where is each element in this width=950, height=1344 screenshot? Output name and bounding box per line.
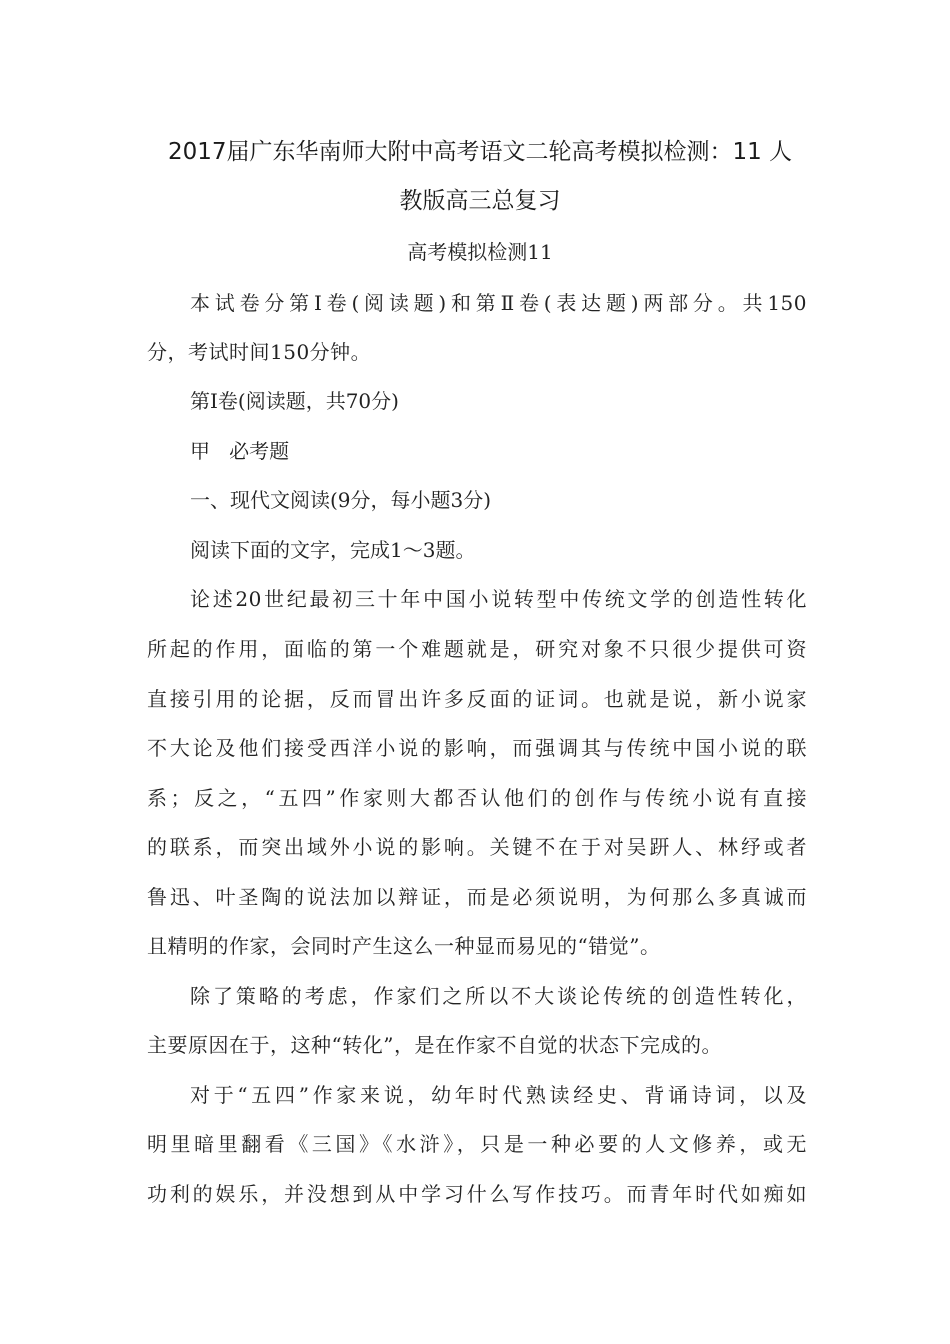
paragraph-line: 除了策略的考虑，作家们之所以不大谈论传统的创造性转化， xyxy=(190,984,807,1008)
paragraph-line: 功利的娱乐，并没想到从中学习什么写作技巧。而青年时代如痴如 xyxy=(147,1182,807,1206)
document-subtitle: 高考模拟检测11 xyxy=(407,240,553,264)
paragraph-line: 论述20世纪最初三十年中国小说转型中传统文学的创造性转化 xyxy=(190,587,807,611)
paragraph-line: 的联系，而突出域外小说的影响。关键不在于对吴趼人、林纾或者 xyxy=(147,835,807,859)
paragraph-line: 分，考试时间150分钟。 xyxy=(147,340,372,364)
paragraph-line: 且精明的作家，会同时产生这么一种显而易见的“错觉”。 xyxy=(147,934,661,958)
paragraph-line: 不大论及他们接受西洋小说的影响，而强调其与传统中国小说的联 xyxy=(147,736,807,760)
section-heading: 一、现代文阅读(9分，每小题3分) xyxy=(190,488,492,512)
paragraph-line: 系；反之，“五四”作家则大都否认他们的创作与传统小说有直接 xyxy=(147,786,807,810)
document-title-line-1: 2017届广东华南师大附中高考语文二轮高考模拟检测：11 人 xyxy=(167,139,793,165)
paragraph-line: 明里暗里翻看《三国》《水浒》，只是一种必要的人文修养，或无 xyxy=(147,1132,807,1156)
paragraph-line: 鲁迅、叶圣陶的说法加以辩证，而是必须说明，为何那么多真诚而 xyxy=(147,885,807,909)
paragraph-line: 本试卷分第Ⅰ卷(阅读题)和第Ⅱ卷(表达题)两部分。共150 xyxy=(190,291,807,315)
paragraph-line: 直接引用的论据，反而冒出许多反面的证词。也就是说，新小说家 xyxy=(147,687,807,711)
instruction-line: 阅读下面的文字，完成1～3题。 xyxy=(190,538,476,562)
section-heading: 甲 必考题 xyxy=(190,439,290,463)
document-title-line-2: 教版高三总复习 xyxy=(399,188,561,214)
section-heading: 第Ⅰ卷(阅读题，共70分) xyxy=(190,389,399,413)
paragraph-line: 所起的作用，面临的第一个难题就是，研究对象不只很少提供可资 xyxy=(147,637,807,661)
paragraph-line: 主要原因在于，这种“转化”，是在作家不自觉的状态下完成的。 xyxy=(147,1033,722,1057)
paragraph-line: 对于“五四”作家来说，幼年时代熟读经史、背诵诗词，以及 xyxy=(190,1083,807,1107)
